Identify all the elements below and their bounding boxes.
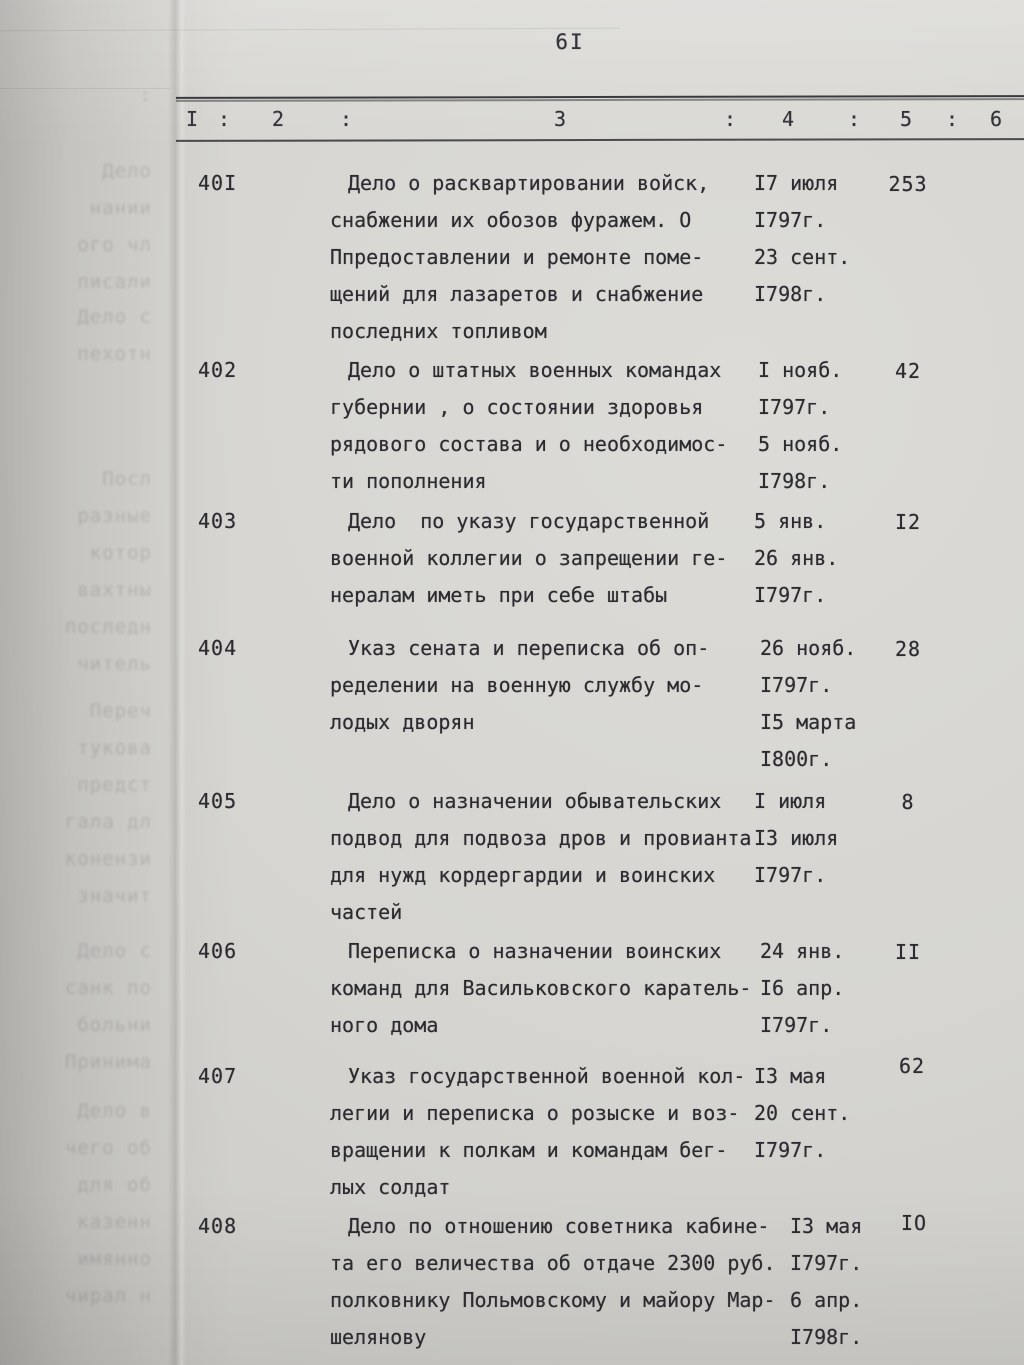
header-column-label: 2 — [272, 107, 285, 131]
ghost-text-fragment: пехотн — [77, 343, 152, 365]
header-column-label: 3 — [554, 107, 567, 131]
entry-description-line: Переписка о назначении воинских — [348, 939, 722, 963]
header-column-separator: : — [340, 107, 353, 131]
entry-date-line: I797г. — [754, 208, 827, 232]
entry-description-line: Указ сената и переписка об оп- — [348, 636, 710, 660]
ghost-text-fragment: Дело — [102, 160, 152, 182]
entry-date-line: 20 сент. — [754, 1101, 851, 1125]
ghost-text-fragment: Дело с — [77, 940, 152, 962]
entry-date-line: I798г. — [758, 469, 831, 493]
ghost-text-fragment: гала дл — [64, 811, 152, 833]
entry-number: 404 — [198, 636, 238, 660]
entry-description-line: легии и переписка о розыске и воз- — [330, 1101, 740, 1125]
entry-date-line: I797г. — [754, 1138, 827, 1162]
entry-date-line: I797г. — [760, 1013, 833, 1037]
ghost-text-fragment: Переч — [89, 700, 152, 722]
entry-description — [330, 1058, 745, 1206]
entry-date-line: I июля — [754, 789, 827, 813]
entry-number: 408 — [198, 1214, 238, 1238]
entry-page-count: 42 — [894, 359, 922, 383]
entry-description-line: рядового состава и о необходимос- — [330, 432, 728, 456]
entry-description-line: для нужд кордергардии и воинских — [330, 863, 716, 887]
header-column-label: I — [186, 107, 199, 131]
entry-description-line: Дело о назначении обывательских — [348, 789, 722, 813]
entry-description-line: ределении на военную службу мо- — [330, 673, 704, 697]
entry-page-count: IO — [900, 1211, 928, 1235]
entry-description-line: последних топливом — [330, 319, 547, 343]
ghost-text-fragment: предст — [77, 774, 152, 796]
ghost-text-fragment: котор — [89, 542, 152, 564]
ghost-text-fragment: Посл — [102, 468, 152, 490]
ghost-text-fragment: последн — [64, 616, 152, 638]
entry-description — [330, 783, 751, 931]
entry-page-count: 28 — [894, 637, 922, 661]
ghost-text-fragment: разные — [77, 505, 152, 527]
entry-description-line: военной коллегии о запрещении ге- — [330, 546, 728, 570]
entry-date-line: 6 апр. — [790, 1288, 863, 1312]
entry-date-line: 5 нояб. — [758, 432, 843, 456]
ghost-text-fragment: : — [139, 84, 152, 106]
header-column-label: 5 — [900, 107, 913, 131]
ghost-text-fragment: санк по — [64, 977, 152, 999]
header-column-separator: : — [848, 107, 861, 131]
ghost-text-fragment: имянно — [77, 1248, 152, 1270]
entry-number: 407 — [198, 1064, 238, 1088]
entry-description-line: подвод для подвоза дров и провианта — [330, 826, 752, 850]
entry-number: 406 — [198, 939, 238, 963]
entry-dates — [754, 165, 850, 313]
ghost-text-fragment: больни — [77, 1014, 152, 1036]
ghost-text-fragment: значит — [77, 885, 152, 907]
entry-dates — [760, 630, 856, 778]
ghost-text-fragment: ого чл — [77, 234, 152, 256]
ghost-text-fragment: чирал н — [64, 1285, 152, 1307]
entry-number: 405 — [198, 789, 238, 813]
entry-description-line: частей — [330, 900, 403, 924]
entry-description-line: лодых дворян — [330, 710, 475, 734]
entry-description-line: Дело по указу государственной — [348, 509, 710, 533]
entry-description — [330, 1208, 776, 1356]
entry-description-line: Дело по отношению советника кабине- — [348, 1214, 770, 1238]
entry-description-line: Ппредоставлении и ремонте поме- — [330, 245, 704, 269]
entry-date-line: I797г. — [760, 673, 833, 697]
ghost-text-fragment: читель — [77, 653, 152, 675]
header-column-separator: : — [724, 107, 737, 131]
entry-description-line: вращении к полкам и командам бег- — [330, 1138, 728, 1162]
entry-date-line: 5 янв. — [754, 509, 827, 533]
entry-description-line: ти пополнения — [330, 469, 487, 493]
ghost-text-fragment: казенн — [77, 1211, 152, 1233]
entry-description-line: Дело о штатных военных командах — [348, 358, 722, 382]
entry-description-line: лых солдат — [330, 1175, 451, 1199]
entry-date-line: I5 марта — [760, 710, 857, 734]
entry-date-line: I797г. — [754, 863, 827, 887]
ghost-text-fragment: конензи — [64, 848, 152, 870]
entry-description-line: ного дома — [330, 1013, 439, 1037]
entry-dates — [754, 503, 838, 614]
entry-date-line: I797г. — [754, 583, 827, 607]
entry-dates — [754, 1058, 850, 1169]
entry-date-line: I7 июля — [754, 171, 839, 195]
entry-date-line: I6 апр. — [760, 976, 845, 1000]
entry-date-line: 23 сент. — [754, 245, 851, 269]
header-column-label: 4 — [782, 107, 795, 131]
entry-date-line: 24 янв. — [760, 939, 845, 963]
entry-number: 403 — [198, 509, 238, 533]
entry-description-line: Указ государственной военной кол- — [348, 1064, 746, 1088]
entry-date-line: I3 мая — [790, 1214, 863, 1238]
ghost-text-fragment: Дело с — [77, 306, 152, 328]
entry-page-count: I2 — [894, 510, 922, 534]
entry-date-line: 26 нояб. — [760, 636, 857, 660]
entry-date-line: 26 янв. — [754, 546, 839, 570]
entry-description-line: команд для Васильковского каратель- — [330, 976, 752, 1000]
ghost-text-fragment: вахтны — [77, 579, 152, 601]
entry-page-count: II — [894, 940, 922, 964]
entry-date-line: I798г. — [790, 1325, 863, 1349]
entry-date-line: I798г. — [754, 282, 827, 306]
entry-date-line: I3 мая — [754, 1064, 827, 1088]
entry-dates — [760, 933, 844, 1044]
entry-page-count: 253 — [888, 172, 928, 196]
entry-description — [330, 933, 751, 1044]
entry-dates — [754, 783, 838, 894]
entry-description-line: губернии , о состоянии здоровья — [330, 395, 704, 419]
entry-dates — [790, 1208, 862, 1356]
entry-description-line: Дело о расквартировании войск, — [348, 171, 710, 195]
entry-page-count: 62 — [898, 1054, 926, 1078]
entry-dates — [758, 352, 842, 500]
entry-description-line: нералам иметь при себе штабы — [330, 583, 668, 607]
ghost-text-fragment: Дело в — [77, 1100, 152, 1122]
header-column-separator: : — [218, 107, 231, 131]
entry-description-line: шелянову — [330, 1325, 427, 1349]
entry-description — [330, 352, 727, 500]
entry-description-line: та его величества об отдаче 2300 руб. — [330, 1251, 776, 1275]
ghost-text-fragment: чего об — [64, 1137, 152, 1159]
entry-date-line: I797г. — [758, 395, 831, 419]
page-number: 6I — [555, 30, 585, 54]
entry-description-line: полковнику Польмовскому и майору Мар- — [330, 1288, 776, 1312]
entry-description — [330, 503, 727, 614]
entry-date-line: I3 июля — [754, 826, 839, 850]
entry-date-line: I800г. — [760, 747, 833, 771]
ghost-text-fragment: тукова — [77, 737, 152, 759]
entry-number: 40I — [198, 171, 238, 195]
entry-description-line: снабжении их обозов фуражем. О — [330, 208, 692, 232]
entry-description — [330, 630, 709, 741]
entry-date-line: I797г. — [790, 1251, 863, 1275]
entry-date-line: I нояб. — [758, 358, 843, 382]
entry-description — [330, 165, 709, 350]
entry-page-count: 8 — [901, 790, 915, 814]
header-column-label: 6 — [990, 107, 1003, 131]
entry-description-line: щений для лазаретов и снабжение — [330, 282, 704, 306]
ghost-text-fragment: Принима — [64, 1051, 152, 1073]
ghost-text-fragment: писали — [77, 271, 152, 293]
ghost-text-fragment: для об — [77, 1174, 152, 1196]
entry-number: 402 — [198, 358, 238, 382]
header-column-separator: : — [946, 107, 959, 131]
ghost-text-fragment: нании — [89, 197, 152, 219]
